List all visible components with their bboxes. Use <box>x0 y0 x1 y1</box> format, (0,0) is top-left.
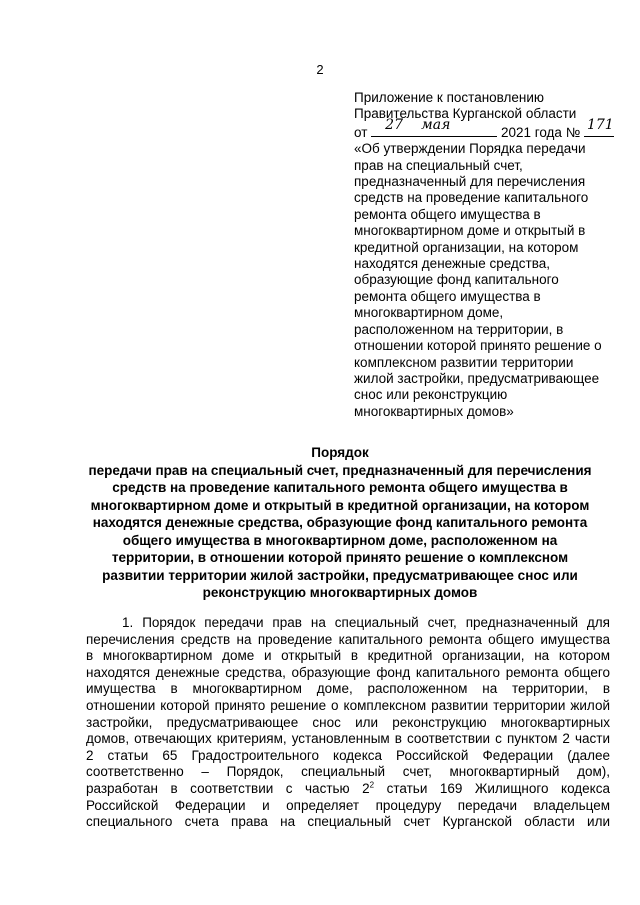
body-line: в многоквартирном доме и открытый в кредитной организации, на котором <box>86 648 610 664</box>
appendix-line-1: Приложение к постановлению <box>354 90 545 105</box>
title-line: средств на проведение капитального ремонта общего имущества в <box>112 480 568 495</box>
body-line: 1. Порядок передачи прав на специальный счет, предназначенный для <box>122 615 610 630</box>
date-day-field <box>371 116 411 137</box>
date-month-field <box>411 116 497 137</box>
appendix-subject-line: предназначенный для перечисления <box>354 174 586 190</box>
appendix-subject-line: многоквартирном доме и открытый в <box>354 223 586 239</box>
body-line-13: специального счета права на специальный счет Курганской области или <box>86 814 610 830</box>
date-prefix: от <box>354 124 368 140</box>
superscript: 2 <box>369 780 375 790</box>
date-day: 27 <box>385 116 403 133</box>
body-lines <box>86 615 610 781</box>
document-title <box>70 444 610 602</box>
appendix-subject-line: многоквартирных домов» <box>354 403 514 419</box>
appendix-subject-line: расположенном на территории, в <box>354 321 564 337</box>
doc-number-field <box>584 116 614 137</box>
title-line: реконструкцию многоквартирных домов <box>202 585 478 600</box>
body-line: 2 статьи 65 Градостроительного кодекса Российской Федерации (далее <box>86 747 610 763</box>
body-line: находятся денежные средства, образующие фонд капитального ремонта общего <box>86 664 610 680</box>
appendix-subject <box>354 141 624 420</box>
appendix-subject-line: средств на проведение капитального <box>354 190 589 206</box>
appendix-subject-line: находятся денежные средства, <box>354 256 551 272</box>
appendix-subject-line: ремонта общего имущества в <box>354 206 541 222</box>
appendix-subject-line: снос или реконструкцию <box>354 387 508 403</box>
title-line: территории, в отношении которой принято решение о комплексном <box>111 550 569 565</box>
date-month: мая <box>421 116 451 133</box>
appendix-subject-line: жилой застройки, предусматривающее <box>354 370 600 386</box>
body-line-12: Российской Федерации и определяет процедуру передачи владельцем <box>86 797 610 813</box>
doc-number: 171 <box>586 116 614 133</box>
appendix-subject-line: комплексном развитии территории <box>354 354 574 370</box>
title-line: общего имущества в многоквартирном доме, расположенном на <box>122 532 558 548</box>
appendix-date-line <box>354 116 624 141</box>
appendix-subject-line: прав на специальный счет, <box>354 157 523 173</box>
title-line: передачи прав на специальный счет, предназначенный для перечисления <box>88 462 592 478</box>
body-line: перечисления средств на проведение капитального ремонта общего имущества <box>86 631 610 647</box>
body-line: имущества в многоквартирном доме, расположенном на территории, в <box>86 681 610 697</box>
body-line: домов, отвечающих критериям, установленным в соответствии с пунктом 2 части <box>86 731 610 747</box>
appendix-subject-line: образующие фонд капитального <box>354 272 559 288</box>
appendix-subject-line: «Об утверждении Порядка передачи <box>354 141 586 157</box>
body-line: отношении которой принято решение о комплексном развитии территории жилой <box>86 697 610 713</box>
title-heading: Порядок <box>311 445 369 460</box>
body-line: соответственно – Порядок, специальный счет, многоквартирный дом), <box>86 764 610 780</box>
appendix-subject-line: многоквартирном доме, <box>354 305 504 321</box>
title-line: развитии территории жилой застройки, предусматривающее снос или <box>102 567 578 583</box>
body-line: застройки, предусматривающее снос или реконструкцию многоквартирных <box>86 714 610 730</box>
title-line: многоквартирном доме и открытый в кредитной организации, на котором <box>90 497 590 513</box>
appendix-subject-line: ремонта общего имущества в <box>354 288 541 304</box>
appendix-line-2: Правительства Курганской области <box>354 106 577 122</box>
appendix-header <box>354 90 624 420</box>
title-line: находятся денежные средства, образующие фонд капитального ремонта <box>92 515 588 530</box>
appendix-subject-line: отношении которой принято решение о <box>354 338 602 354</box>
page-number: 2 <box>316 62 324 77</box>
title-text <box>70 462 610 602</box>
body-line-11: разработан в соответствии с частью $2^2$ статьи 169 Жилищного кодекса <box>86 780 610 796</box>
date-year-text: 2021 года № <box>500 124 581 140</box>
appendix-subject-line: кредитной организации, на котором <box>354 239 579 255</box>
body-paragraph <box>86 615 610 831</box>
